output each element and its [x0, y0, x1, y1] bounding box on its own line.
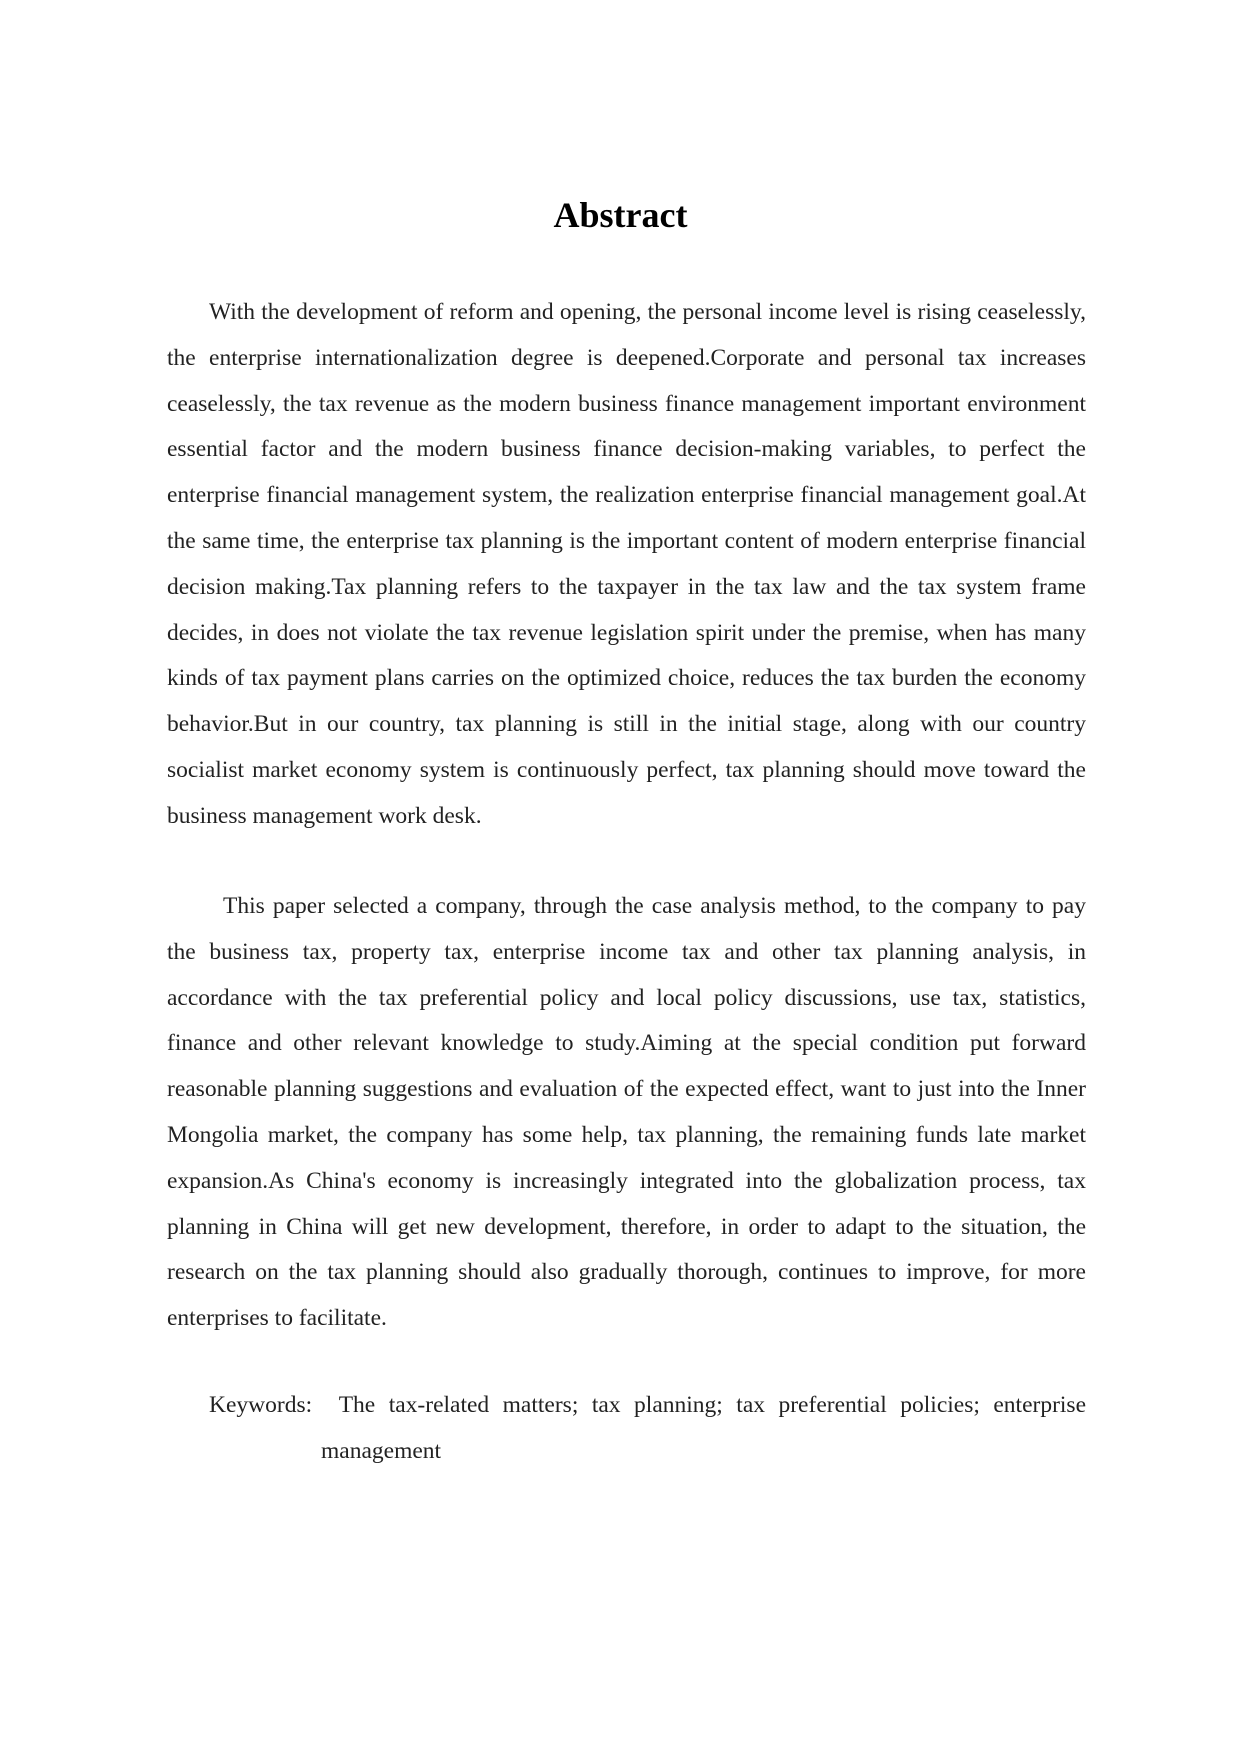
abstract-paragraph-2: This paper selected a company, through the case analysis method, to the company to pay the business tax, property tax, enterprise income tax and other tax planning analysis, in accordance with the tax preferential policy and local policy discussions, use tax, statistics, finance and other relevant knowledge to study.Aiming at the special condition put forward reasonable planning suggestions and evaluation of the expected effect, want to just into the Inner Mongolia market, the company has some help, tax planning, the remaining funds late market expansion.As China's economy is increasingly integrated into the globalization process, tax planning in China will get new development, therefore, in order to adapt to the situation, the research on the tax planning should also gradually thorough, continues to improve, for more enterprises to facilitate.	[167, 893, 1086, 1332]
abstract-paragraph-1: With the development of reform and opening, the personal income level is rising ceaselessly, the enterprise internationalization degree is deepened.Corporate and personal tax increases ceaselessly, the tax revenue as the modern business finance management important environment essential factor and the modern business finance decision-making variables, to perfect the enterprise financial management system, the realization enterprise financial management goal.At the same time, the enterprise tax planning is the important content of modern enterprise financial decision making.Tax planning refers to the taxpayer in the tax law and the tax system frame decides, in does not violate the tax revenue legislation spirit under the premise, when has many kinds of tax payment plans carries on the optimized choice, reduces the tax burden the economy behavior.But in our country, tax planning is still in the initial stage, along with our country socialist market economy system is continuously perfect, tax planning should move toward the business management work desk.	[167, 299, 1086, 829]
keywords-text: The tax-related matters; tax planning; tax preferential policies; enterprise management	[321, 1392, 1087, 1464]
abstract-title: Abstract	[553, 195, 688, 235]
keywords-block	[209, 1383, 1086, 1475]
keywords-label: Keywords:	[209, 1392, 313, 1418]
